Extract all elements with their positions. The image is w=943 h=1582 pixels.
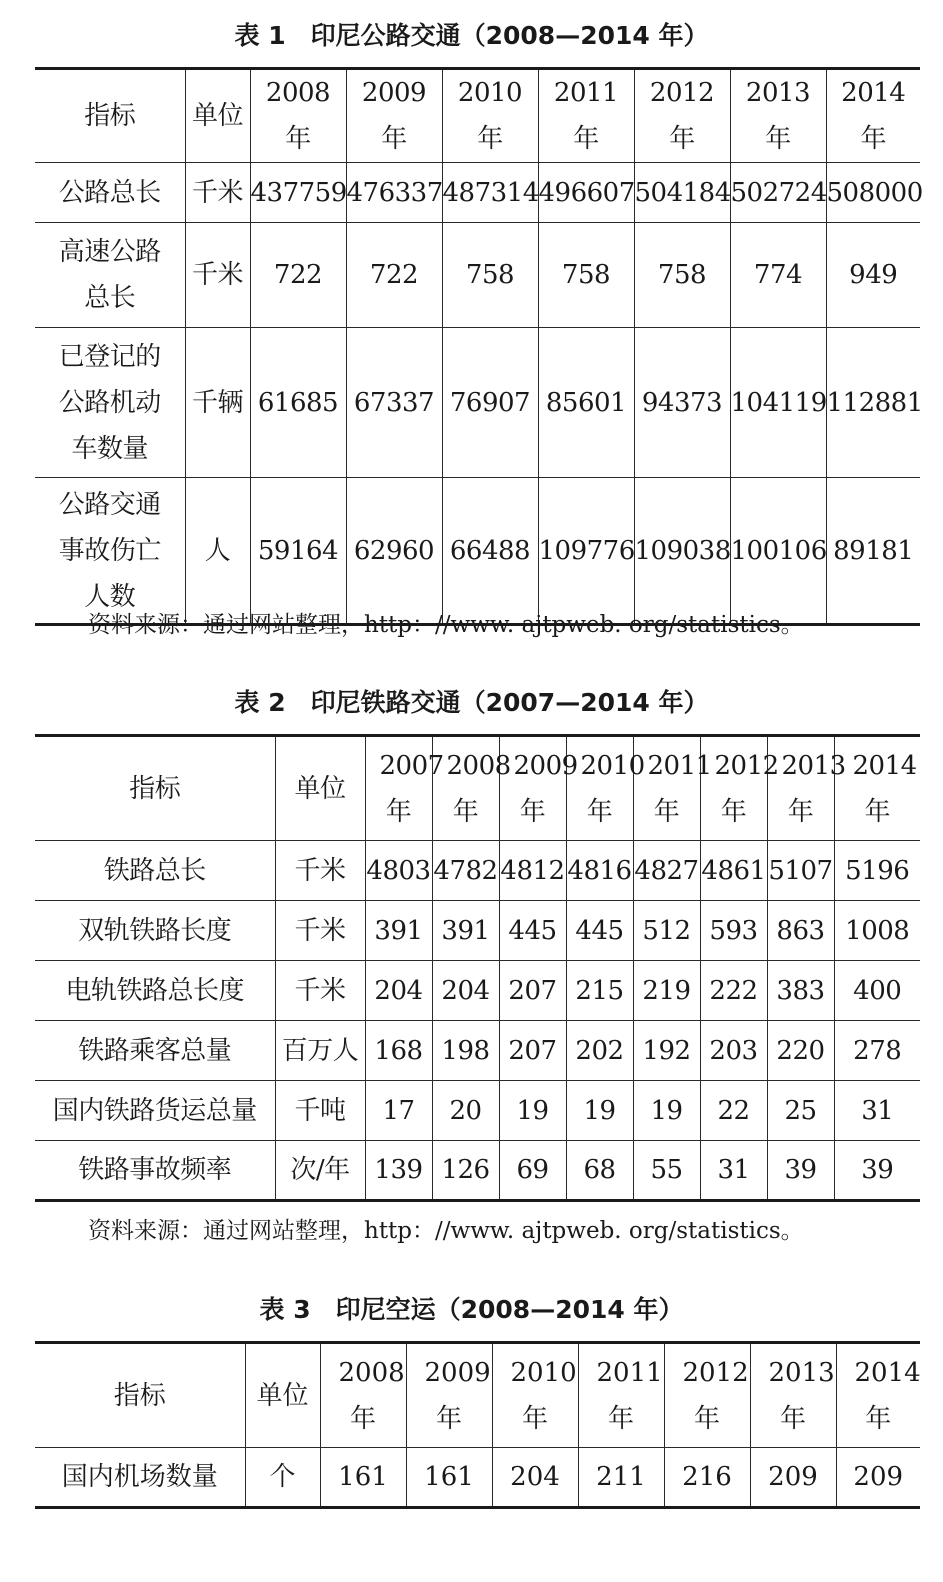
table-cell: 1008 — [834, 901, 920, 961]
table-cell: 百万人 — [275, 1021, 365, 1081]
table-cell: 20 — [432, 1081, 499, 1141]
table1-caption: 表 1 印尼公路交通（2008—2014 年） — [234, 21, 709, 50]
table-cell: 593 — [700, 901, 767, 961]
table-cell: 67337 — [346, 328, 442, 478]
table-cell: 445 — [566, 901, 633, 961]
table-cell: 5107 — [767, 841, 834, 901]
table-cell: 161 — [320, 1448, 406, 1508]
table2-caption: 表 2 印尼铁路交通（2007—2014 年） — [234, 688, 709, 717]
header-cell: 2013 年 — [767, 736, 834, 841]
table-cell: 76907 — [442, 328, 538, 478]
table-cell: 198 — [432, 1021, 499, 1081]
table-cell: 758 — [442, 223, 538, 328]
table-cell: 219 — [633, 961, 700, 1021]
table-cell: 487314 — [442, 163, 538, 223]
table-cell: 204 — [492, 1448, 578, 1508]
table-cell: 双轨铁路长度 — [35, 901, 275, 961]
header-cell: 2014 年 — [826, 69, 920, 163]
header-cell: 2008 年 — [320, 1343, 406, 1448]
table-cell: 109038 — [634, 478, 730, 625]
table-cell: 139 — [365, 1141, 432, 1201]
table-cell: 62960 — [346, 478, 442, 625]
header-cell: 2012 年 — [700, 736, 767, 841]
header-cell: 2014 年 — [834, 736, 920, 841]
header-cell: 指标 — [35, 69, 185, 163]
table-cell: 千吨 — [275, 1081, 365, 1141]
table-cell: 126 — [432, 1141, 499, 1201]
table-cell: 192 — [633, 1021, 700, 1081]
road-transport-table — [35, 67, 923, 626]
table-cell: 437759 — [250, 163, 346, 223]
table-row — [35, 961, 920, 1021]
table-cell: 504184 — [634, 163, 730, 223]
table-row — [35, 901, 920, 961]
table-row — [35, 1448, 920, 1508]
table-cell: 209 — [836, 1448, 920, 1508]
table-cell: 204 — [432, 961, 499, 1021]
table-cell: 39 — [834, 1141, 920, 1201]
table-cell: 758 — [634, 223, 730, 328]
railway-transport-table — [35, 734, 920, 1202]
table-row — [35, 163, 920, 223]
table2-source-note: 资料来源：通过网站整理，http：//www. ajtpweb. org/statistics。 — [88, 1218, 804, 1244]
table-cell: 国内铁路货运总量 — [35, 1081, 275, 1141]
table-cell: 207 — [499, 1021, 566, 1081]
table-cell: 31 — [834, 1081, 920, 1141]
table-cell: 5196 — [834, 841, 920, 901]
table-row — [35, 1141, 920, 1201]
header-cell: 2010 年 — [566, 736, 633, 841]
table-cell: 25 — [767, 1081, 834, 1141]
table-cell: 个 — [245, 1448, 320, 1508]
table-cell: 203 — [700, 1021, 767, 1081]
header-cell: 指标 — [35, 736, 275, 841]
table-cell: 104119 — [730, 328, 826, 478]
header-cell: 2013 年 — [730, 69, 826, 163]
table-cell: 400 — [834, 961, 920, 1021]
header-cell: 2013 年 — [750, 1343, 836, 1448]
header-cell: 2011 年 — [578, 1343, 664, 1448]
table-cell: 55 — [633, 1141, 700, 1201]
table3-caption: 表 3 印尼空运（2008—2014 年） — [259, 1295, 684, 1324]
table-cell: 502724 — [730, 163, 826, 223]
table-cell: 千米 — [275, 901, 365, 961]
header-cell: 2009 年 — [406, 1343, 492, 1448]
table-cell: 109776 — [538, 478, 634, 625]
table-cell: 69 — [499, 1141, 566, 1201]
table-row — [35, 841, 920, 901]
table-cell: 476337 — [346, 163, 442, 223]
header-cell: 2012 年 — [664, 1343, 750, 1448]
table-row — [35, 328, 920, 478]
table-cell: 千米 — [185, 163, 250, 223]
header-cell: 2010 年 — [492, 1343, 578, 1448]
table-cell: 112881 — [826, 328, 920, 478]
table-cell: 66488 — [442, 478, 538, 625]
table-cell: 61685 — [250, 328, 346, 478]
table-cell: 22 — [700, 1081, 767, 1141]
table-cell: 222 — [700, 961, 767, 1021]
table-row — [35, 1021, 920, 1081]
table-cell: 278 — [834, 1021, 920, 1081]
table-cell: 215 — [566, 961, 633, 1021]
table-cell: 168 — [365, 1021, 432, 1081]
table-cell: 4812 — [499, 841, 566, 901]
table-cell: 207 — [499, 961, 566, 1021]
table-cell: 公路总长 — [35, 163, 185, 223]
table-cell: 59164 — [250, 478, 346, 625]
table-cell: 508000 — [826, 163, 920, 223]
table-cell: 216 — [664, 1448, 750, 1508]
table-cell: 公路交通事故伤亡人数 — [58, 489, 161, 612]
table-cell: 已登记的公路机动车数量 — [35, 328, 185, 478]
table-cell: 949 — [826, 223, 920, 328]
header-cell: 单位 — [275, 736, 365, 841]
table-cell: 445 — [499, 901, 566, 961]
table-cell: 100106 — [730, 478, 826, 625]
table-cell: 512 — [633, 901, 700, 961]
table-cell: 202 — [566, 1021, 633, 1081]
table-cell: 次/年 — [275, 1141, 365, 1201]
table-cell: 4827 — [633, 841, 700, 901]
table-header-row — [35, 1343, 920, 1448]
table-cell: 204 — [365, 961, 432, 1021]
table-cell: 161 — [406, 1448, 492, 1508]
table-cell: 758 — [538, 223, 634, 328]
table-cell: 千米 — [275, 961, 365, 1021]
table-row — [35, 223, 920, 328]
table-cell: 4803 — [365, 841, 432, 901]
table-cell: 高速公路总长 — [35, 223, 185, 328]
table-cell: 209 — [750, 1448, 836, 1508]
table-cell: 4816 — [566, 841, 633, 901]
table-cell: 496607 — [538, 163, 634, 223]
table-cell: 211 — [578, 1448, 664, 1508]
header-cell: 2010 年 — [442, 69, 538, 163]
table-cell: 39 — [767, 1141, 834, 1201]
header-cell: 2009 年 — [346, 69, 442, 163]
table-header-row — [35, 69, 920, 163]
table-cell: 863 — [767, 901, 834, 961]
header-cell: 2011 年 — [633, 736, 700, 841]
table-cell: 19 — [633, 1081, 700, 1141]
table-cell: 68 — [566, 1141, 633, 1201]
air-transport-table — [35, 1341, 920, 1509]
header-cell: 2012 年 — [634, 69, 730, 163]
table-cell: 千米 — [275, 841, 365, 901]
table-cell: 国内机场数量 — [61, 1462, 218, 1492]
header-cell: 2014 年 — [836, 1343, 920, 1448]
table-cell: 31 — [700, 1141, 767, 1201]
table-cell: 19 — [499, 1081, 566, 1141]
table1-source-note: 资料来源：通过网站整理，http：//www. ajtpweb. org/statistics。 — [88, 612, 804, 638]
table-cell: 千辆 — [185, 328, 250, 478]
table-header-row — [35, 736, 920, 841]
header-cell: 2008 年 — [250, 69, 346, 163]
table-cell: 电轨铁路总长度 — [35, 961, 275, 1021]
table-cell: 4861 — [700, 841, 767, 901]
header-cell: 2009 年 — [499, 736, 566, 841]
table-cell: 94373 — [634, 328, 730, 478]
table-cell: 人 — [185, 478, 250, 625]
header-cell: 单位 — [245, 1343, 320, 1448]
table-row — [35, 1081, 920, 1141]
table-cell: 391 — [432, 901, 499, 961]
table-cell: 铁路总长 — [35, 841, 275, 901]
table-cell: 774 — [730, 223, 826, 328]
table-cell: 19 — [566, 1081, 633, 1141]
table-row — [35, 478, 920, 625]
table-cell: 383 — [767, 961, 834, 1021]
table-cell: 4782 — [432, 841, 499, 901]
header-cell: 2008 年 — [432, 736, 499, 841]
table-cell: 铁路事故频率 — [78, 1155, 232, 1185]
header-cell: 单位 — [185, 69, 250, 163]
table-cell: 722 — [250, 223, 346, 328]
header-cell: 2011 年 — [538, 69, 634, 163]
table-cell: 220 — [767, 1021, 834, 1081]
table-cell: 391 — [365, 901, 432, 961]
table-cell: 千米 — [185, 223, 250, 328]
table-cell: 722 — [346, 223, 442, 328]
table-cell: 89181 — [826, 478, 920, 625]
table-cell: 铁路乘客总量 — [35, 1021, 275, 1081]
table-cell: 85601 — [538, 328, 634, 478]
header-cell: 2007 年 — [365, 736, 432, 841]
header-cell: 指标 — [35, 1343, 245, 1448]
table-cell: 17 — [365, 1081, 432, 1141]
